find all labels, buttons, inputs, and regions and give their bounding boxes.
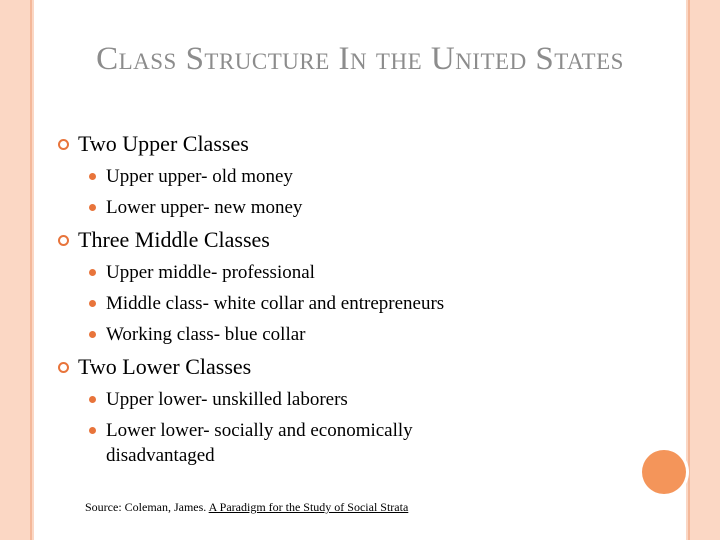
dot-bullet-icon [89, 396, 96, 403]
sub-bullet: Working class- blue collar [58, 322, 628, 347]
slide-title: Class Structure In the United States [96, 41, 624, 77]
decorative-circle [642, 450, 686, 494]
dot-bullet-icon [89, 427, 96, 434]
bullet-lower-classes: Two Lower Classes [58, 353, 628, 381]
ring-bullet-icon [58, 235, 69, 246]
ring-bullet-icon [58, 139, 69, 150]
sub-bullet: Upper lower- unskilled laborers [58, 387, 628, 412]
dot-bullet-icon [89, 300, 96, 307]
dot-bullet-icon [89, 269, 96, 276]
dot-bullet-icon [89, 173, 96, 180]
dot-bullet-icon [89, 204, 96, 211]
right-border-decoration [686, 0, 720, 540]
sub-bullet: Upper middle- professional [58, 260, 628, 285]
sub-bullet: Lower lower- socially and economically disadvantaged [58, 418, 526, 468]
dot-bullet-icon [89, 331, 96, 338]
sub-bullet: Lower upper- new money [58, 195, 628, 220]
bullet-upper-classes: Two Upper Classes [58, 130, 628, 158]
sub-bullet: Middle class- white collar and entrepreneurs [58, 291, 628, 316]
bullet-middle-classes: Three Middle Classes [58, 226, 628, 254]
source-citation: Source: Coleman, James. A Paradigm for the Study of Social Strata [85, 500, 409, 514]
left-border-decoration [0, 0, 34, 540]
ring-bullet-icon [58, 362, 69, 373]
source-reference-link[interactable]: A Paradigm for the Study of Social Strata [208, 500, 409, 514]
sub-bullet: Upper upper- old money [58, 164, 628, 189]
slide-body [58, 130, 628, 474]
